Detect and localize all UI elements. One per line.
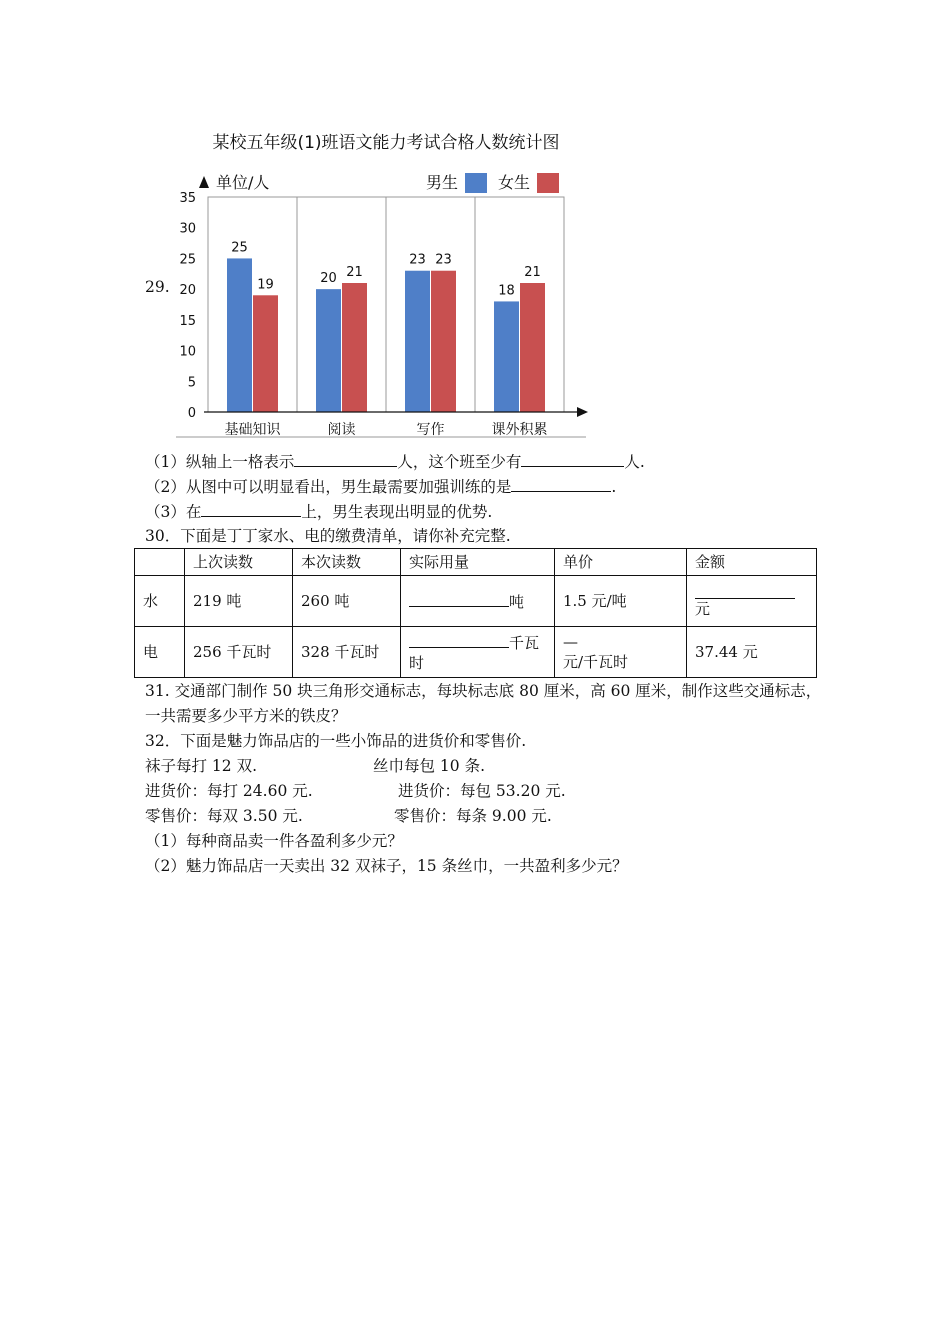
- q29-sub3-text-a: （3）在: [145, 503, 202, 521]
- unit-text: 千瓦: [509, 633, 540, 652]
- table-row-electricity: [135, 627, 817, 678]
- unit-text: 时: [409, 653, 425, 672]
- data-label: 21: [524, 265, 541, 280]
- answer-blank[interactable]: [294, 451, 397, 467]
- y-tick-label: 35: [179, 191, 196, 206]
- table-cell-price: [555, 627, 687, 678]
- table-cell: 260 吨: [293, 576, 401, 627]
- x-axis-arrow: [577, 407, 588, 417]
- y-tick-label: 15: [179, 313, 196, 329]
- data-label: 23: [435, 252, 452, 268]
- table-cell: 37.44 元: [687, 627, 817, 678]
- q31-line2: 一共需要多少平方米的铁皮？: [145, 707, 347, 725]
- legend-swatch: [465, 173, 487, 193]
- q30-title: 30．下面是丁丁家水、电的缴费清单，请你补充完整.: [145, 527, 511, 545]
- data-label: 25: [231, 240, 248, 256]
- q29-sub1: [145, 451, 645, 472]
- y-tick-label: 0: [187, 406, 196, 421]
- q29-sub2: [145, 476, 616, 497]
- x-tick-label: 写作: [416, 422, 445, 438]
- data-label: 21: [346, 265, 363, 280]
- answer-blank[interactable]: [695, 584, 795, 599]
- header-cell: [135, 549, 185, 576]
- q29-sub1-text-b: 人，这个班至少有: [397, 453, 522, 471]
- header-cell: 上次读数: [185, 549, 293, 576]
- answer-blank[interactable]: [521, 451, 624, 467]
- q29-sub2-text-a: （2）从图中可以明显看出，男生最需要加强训练的是: [145, 478, 512, 496]
- answer-blank[interactable]: [409, 591, 509, 607]
- unit-text: 吨: [509, 592, 525, 611]
- scarf-desc: 丝巾每包 10 条.: [373, 757, 486, 775]
- legend-swatch: [537, 173, 559, 193]
- x-tick-label: 阅读: [327, 422, 356, 438]
- scarf-cost: 进货价：每包 53.20 元.: [398, 782, 566, 800]
- socks-desc: 袜子每打 12 双.: [145, 757, 258, 775]
- row-label: 电: [135, 627, 185, 678]
- data-label: 23: [409, 252, 426, 268]
- header-cell: 实际用量: [401, 549, 555, 576]
- question-29-number: 29.: [145, 278, 170, 296]
- bar-男生-阅读: [316, 289, 341, 412]
- x-axis-labels: [225, 421, 548, 438]
- table-cell-usage: [401, 576, 555, 627]
- x-tick-label: 基础知识: [224, 422, 281, 438]
- y-axis-arrow: [199, 176, 209, 188]
- table-cell-usage: [401, 627, 555, 678]
- table-cell-amount: [687, 576, 817, 627]
- row-label: 水: [135, 576, 185, 627]
- bar-chart: [172, 128, 592, 442]
- header-cell: 本次读数: [293, 549, 401, 576]
- socks-cost: 进货价：每打 24.60 元.: [145, 782, 313, 800]
- answer-blank[interactable]: —: [563, 633, 578, 651]
- bar-女生-写作: [431, 271, 456, 412]
- scarf-retail: 零售价：每条 9.00 元.: [394, 807, 552, 825]
- x-tick-label: 课外积累: [491, 422, 548, 438]
- table-cell: 256 千瓦时: [185, 627, 293, 678]
- y-axis-label: 单位/人: [216, 173, 270, 192]
- table-cell: 219 吨: [185, 576, 293, 627]
- q29-sub1-text-c: 人.: [624, 453, 645, 471]
- q29-sub2-text-b: .: [611, 478, 617, 496]
- data-label: 20: [320, 271, 337, 287]
- bar-女生-基础知识: [253, 295, 278, 412]
- y-tick-label: 25: [179, 252, 196, 268]
- q29-sub3-text-b: 上，男生表现出明显的优势.: [301, 503, 493, 521]
- chart-legend: [426, 173, 559, 193]
- unit-text: 元: [695, 599, 711, 618]
- y-tick-label: 20: [179, 283, 196, 299]
- q32-sub1: （1）每种商品卖一件各盈利多少元？: [145, 832, 403, 850]
- utility-bill-table: [134, 548, 817, 678]
- socks-retail: 零售价：每双 3.50 元.: [145, 807, 303, 825]
- q29-sub3: [145, 501, 492, 522]
- table-cell: 328 千瓦时: [293, 627, 401, 678]
- bar-男生-基础知识: [227, 258, 252, 412]
- table-row-water: [135, 576, 817, 627]
- bar-男生-写作: [405, 271, 430, 412]
- q29-sub1-text-a: （1）纵轴上一格表示: [145, 453, 295, 471]
- answer-blank[interactable]: [511, 476, 611, 492]
- q32-sub2: （2）魅力饰品店一天卖出 32 双袜子，15 条丝巾，一共盈利多少元？: [145, 857, 628, 875]
- legend-label: 男生: [426, 173, 459, 192]
- bar-女生-课外积累: [520, 283, 545, 412]
- legend-label: 女生: [498, 173, 531, 192]
- bar-女生-阅读: [342, 283, 367, 412]
- answer-blank[interactable]: [409, 632, 509, 648]
- bar-男生-课外积累: [494, 301, 519, 412]
- answer-blank[interactable]: [201, 501, 301, 517]
- data-label: 18: [498, 283, 515, 299]
- y-axis-ticks: [179, 191, 196, 421]
- y-axis-label-group: [199, 173, 269, 192]
- data-label: 19: [257, 277, 274, 293]
- chart-title: 某校五年级(1)班语文能力考试合格人数统计图: [212, 133, 560, 153]
- y-tick-label: 10: [179, 344, 196, 360]
- table-cell: 1.5 元/吨: [555, 576, 687, 627]
- y-tick-label: 30: [179, 221, 196, 237]
- unit-text: 元/千瓦时: [563, 653, 629, 671]
- q32-title: 32．下面是魅力饰品店的一些小饰品的进货价和零售价.: [145, 732, 527, 750]
- header-cell: 单价: [555, 549, 687, 576]
- table-header-row: [135, 549, 817, 576]
- q31-line1: 31. 交通部门制作 50 块三角形交通标志，每块标志底 80 厘米，高 60 厘米，制作这些交通标志，: [145, 682, 822, 700]
- y-tick-label: 5: [187, 375, 196, 391]
- header-cell: 金额: [687, 549, 817, 576]
